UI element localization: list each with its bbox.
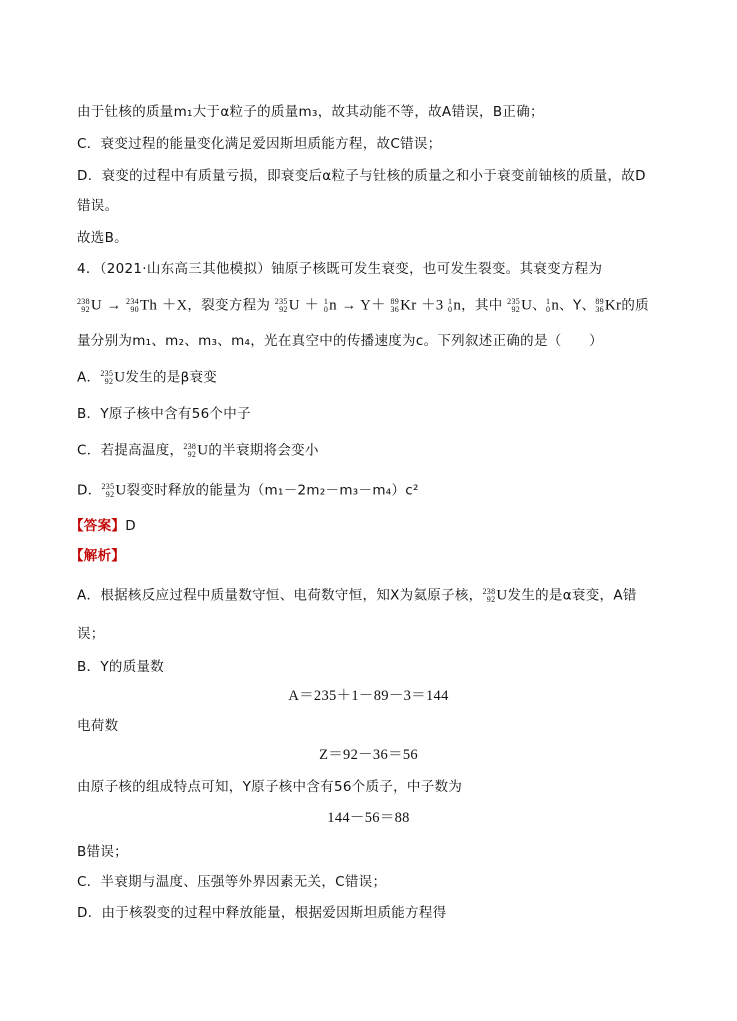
question-header: 4．（2021·山东高三其他模拟）铀原子核既可发生衰变，也可发生裂变。其衰变方程为 xyxy=(77,261,603,277)
analysis-label: 【解析】 xyxy=(70,548,126,564)
equation-line: 238 92 U → 234 90 Th ＋X，裂变方程为 235 92 U ＋ 1 0 n → Y＋ 89 36 Kr ＋3 1 0 n，其中 235 92 U、 1 0 n、Y、 89 36 Kr的质 xyxy=(77,296,649,314)
option-d: D． 235 92 U裂变时释放的能量为（m₁－2m₂－m₃－m₄）c² xyxy=(77,481,419,499)
arrow-symbol: → xyxy=(106,297,122,314)
nuclide-th234: 234 90 Th xyxy=(126,296,158,314)
text-line: 由于钍核的质量m₁大于α粒子的质量m₃，故其动能不等，故A错误，B正确； xyxy=(77,104,544,120)
nuclide-kr89: 89 36 Kr xyxy=(390,296,417,314)
equation-mass-number: A＝235＋1－89－3＝144 xyxy=(288,688,449,704)
nuclide-neutron: 1 0 n xyxy=(546,296,560,314)
nuclide-u238: 238 92 U xyxy=(482,586,508,604)
nuclide-u238: 238 92 U xyxy=(77,296,103,314)
equation-charge-number: Z＝92－36＝56 xyxy=(319,747,418,763)
text-line: B错误； xyxy=(77,844,128,860)
analysis-line xyxy=(70,547,125,565)
option-a: A． 235 92 U发生的是β衰变 xyxy=(77,368,218,386)
text-line: D．衰变的过程中有质量亏损，即衰变后α粒子与钍核的质量之和小于衰变前铀核的质量，故D xyxy=(77,168,646,184)
nuclide-u235: 235 92 U xyxy=(507,296,533,314)
text-line: C．半衰期与温度、压强等外界因素无关，C错误； xyxy=(77,874,387,890)
nuclide-kr89: 89 36 Kr xyxy=(595,296,622,314)
text-line: 误； xyxy=(77,626,105,642)
text-line: 由原子核的组成特点可知，Y原子核中含有56个质子，中子数为 xyxy=(77,779,463,795)
text-line: 量分别为m₁、m₂、m₃、m₄，光在真空中的传播速度为c。下列叙述正确的是（ ） xyxy=(77,333,603,349)
nuclide-neutron: 1 0 n xyxy=(323,296,337,314)
answer-line xyxy=(70,517,136,535)
equation-text: ，其中 xyxy=(461,297,503,314)
option-c: C．若提高温度， 238 92 U的半衰期将会变小 xyxy=(77,441,319,459)
answer-value: D xyxy=(125,518,136,534)
text-line: D．由于核裂变的过程中释放能量，根据爱因斯坦质能方程得 xyxy=(77,905,447,921)
arrow-symbol: → Y＋ xyxy=(341,297,386,314)
equation-text: 的质 xyxy=(621,297,649,314)
nuclide-u235: 235 92 U xyxy=(274,296,300,314)
answer-label: 【答案】 xyxy=(70,518,126,534)
text-line: 电荷数 xyxy=(77,718,119,734)
text-line: 错误。 xyxy=(77,198,119,214)
text-line: C．衰变过程的能量变化满足爱因斯坦质能方程，故C错误； xyxy=(77,136,442,152)
nuclide-neutron: 1 0 n xyxy=(448,296,462,314)
nuclide-u238: 238 92 U xyxy=(183,441,209,459)
nuclide-u235: 235 92 U xyxy=(101,481,127,499)
equation-neutron-number: 144－56＝88 xyxy=(327,810,410,826)
plus-x: ＋X xyxy=(161,297,188,314)
nuclide-u235: 235 92 U xyxy=(100,368,126,386)
option-b: B．Y原子核中含有56个中子 xyxy=(77,406,251,422)
equation-text: ，裂变方程为 xyxy=(187,297,271,314)
text-line: B．Y的质量数 xyxy=(77,659,165,675)
text-line: 故选B。 xyxy=(77,230,128,246)
analysis-a: A．根据核反应过程中质量数守恒、电荷数守恒，知X为氦原子核， 238 92 U发生的是α衰变，A错 xyxy=(77,586,637,604)
